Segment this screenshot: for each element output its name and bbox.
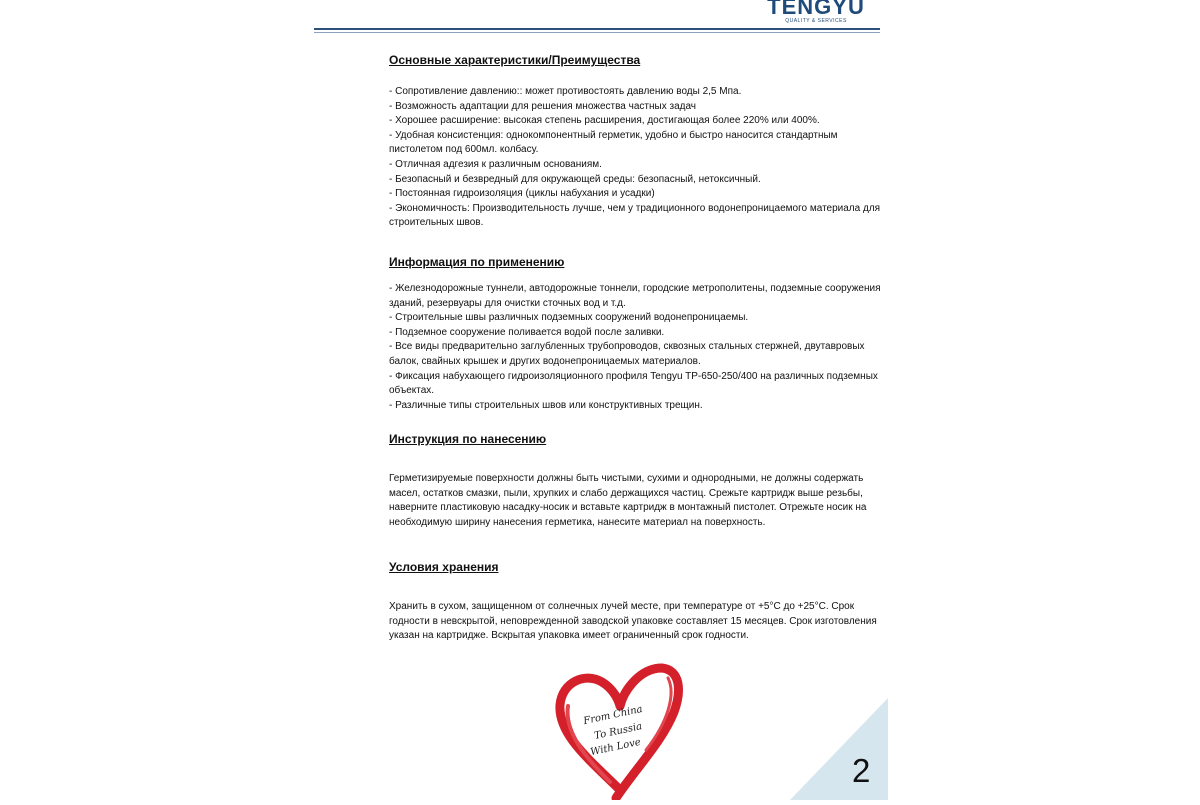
text-line: зданий, резервуары для очистки сточных вод и т.д.	[389, 297, 626, 309]
section-heading-instructions: Инструкция по нанесению	[389, 432, 547, 446]
section-body-characteristics	[389, 85, 879, 231]
page-number: 2	[852, 752, 871, 789]
text-line: - Отличная адгезия к различным основаниям.	[389, 158, 602, 170]
header-rule-thin	[314, 32, 880, 33]
section-body-instructions	[389, 472, 879, 530]
text-line: балок, свайных крышек и других водонепроницаемых материалов.	[389, 355, 701, 367]
heart-emblem	[550, 660, 690, 800]
text-line: - Фиксация набухающего гидроизоляционного профиля Tengyu TP-650-250/400 на различных подземных	[389, 370, 878, 382]
section-heading-application: Информация по применению	[389, 255, 565, 269]
text-line: необходимую ширину нанесения герметика, нанесите материал на поверхность.	[389, 516, 766, 528]
tengyu-logo	[766, 0, 866, 24]
text-line: - Хорошее расширение: высокая степень расширения, достигающая более 220% или 400%.	[389, 115, 820, 127]
text-line: объектах.	[389, 385, 435, 397]
text-line: строительных швов.	[389, 217, 484, 229]
text-line: - Постоянная гидроизоляция (циклы набухания и усадки)	[389, 188, 655, 200]
text-line: - Сопротивление давлению:: может противостоять давлению воды 2,5 Мпа.	[389, 86, 742, 97]
text-line: - Безопасный и безвредный для окружающей среды: безопасный, нетоксичный.	[389, 173, 761, 185]
section-heading-characteristics: Основные характеристики/Преимущества	[389, 53, 641, 67]
text-line: - Строительные швы различных подземных сооружений водонепроницаемы.	[389, 312, 749, 324]
header-rule	[314, 28, 880, 30]
section-heading-storage: Условия хранения	[389, 560, 499, 574]
heart-text-line: With Love	[589, 736, 642, 759]
section-body-storage	[389, 600, 879, 644]
corner-decoration	[790, 698, 888, 800]
text-line: Герметизируемые поверхности должны быть чистыми, сухими и однородными, не должны содержать	[389, 473, 864, 484]
text-line: - Железнодорожные туннели, автодорожные тоннели, городские метрополитены, подземные сооружения	[389, 283, 881, 294]
text-line: - Подземное сооружение поливается водой после заливки.	[389, 326, 665, 338]
heart-text-line: From China	[582, 703, 644, 728]
heart-text-line: To Russia	[593, 721, 644, 742]
logo-tagline: QUALITY & SERVICES	[785, 18, 847, 24]
text-line: - Все виды предварительно заглубленных трубопроводов, сквозных стальных стержней, двутавровых	[389, 341, 865, 353]
text-line: пистолетом под 600мл. колбасу.	[389, 144, 539, 156]
logo-wordmark: TENGYU	[767, 0, 865, 19]
text-line: - Различные типы строительных швов или конструктивных трещин.	[389, 399, 703, 411]
text-line: указан на картридже. Вскрытая упаковка имеет ограниченный срок годности.	[389, 630, 749, 642]
text-line: - Удобная консистенция: однокомпонентный герметик, удобно и быстро наносится стандартным	[389, 129, 838, 141]
text-line: - Возможность адаптации для решения множества частных задач	[389, 100, 697, 112]
section-body-application	[389, 282, 879, 413]
text-line: Хранить в сухом, защищенном от солнечных лучей месте, при температуре от +5°С до +25°С. Срок	[389, 601, 855, 612]
text-line: годности в невскрытой, неповрежденной заводской упаковке составляет 15 месяцев. Срок изготовления	[389, 615, 877, 627]
text-line: - Экономичность: Производительность лучше, чем у традиционного водонепроницаемого материала для	[389, 202, 881, 214]
text-line: масел, остатков смазки, пыли, хрупких и слабо держащихся частиц. Срежьте картридж выше резьбы,	[389, 487, 863, 499]
text-line: наверните пластиковую насадку-носик и вставьте картридж в монтажный пистолет. Отрежьте носик на	[389, 502, 867, 514]
